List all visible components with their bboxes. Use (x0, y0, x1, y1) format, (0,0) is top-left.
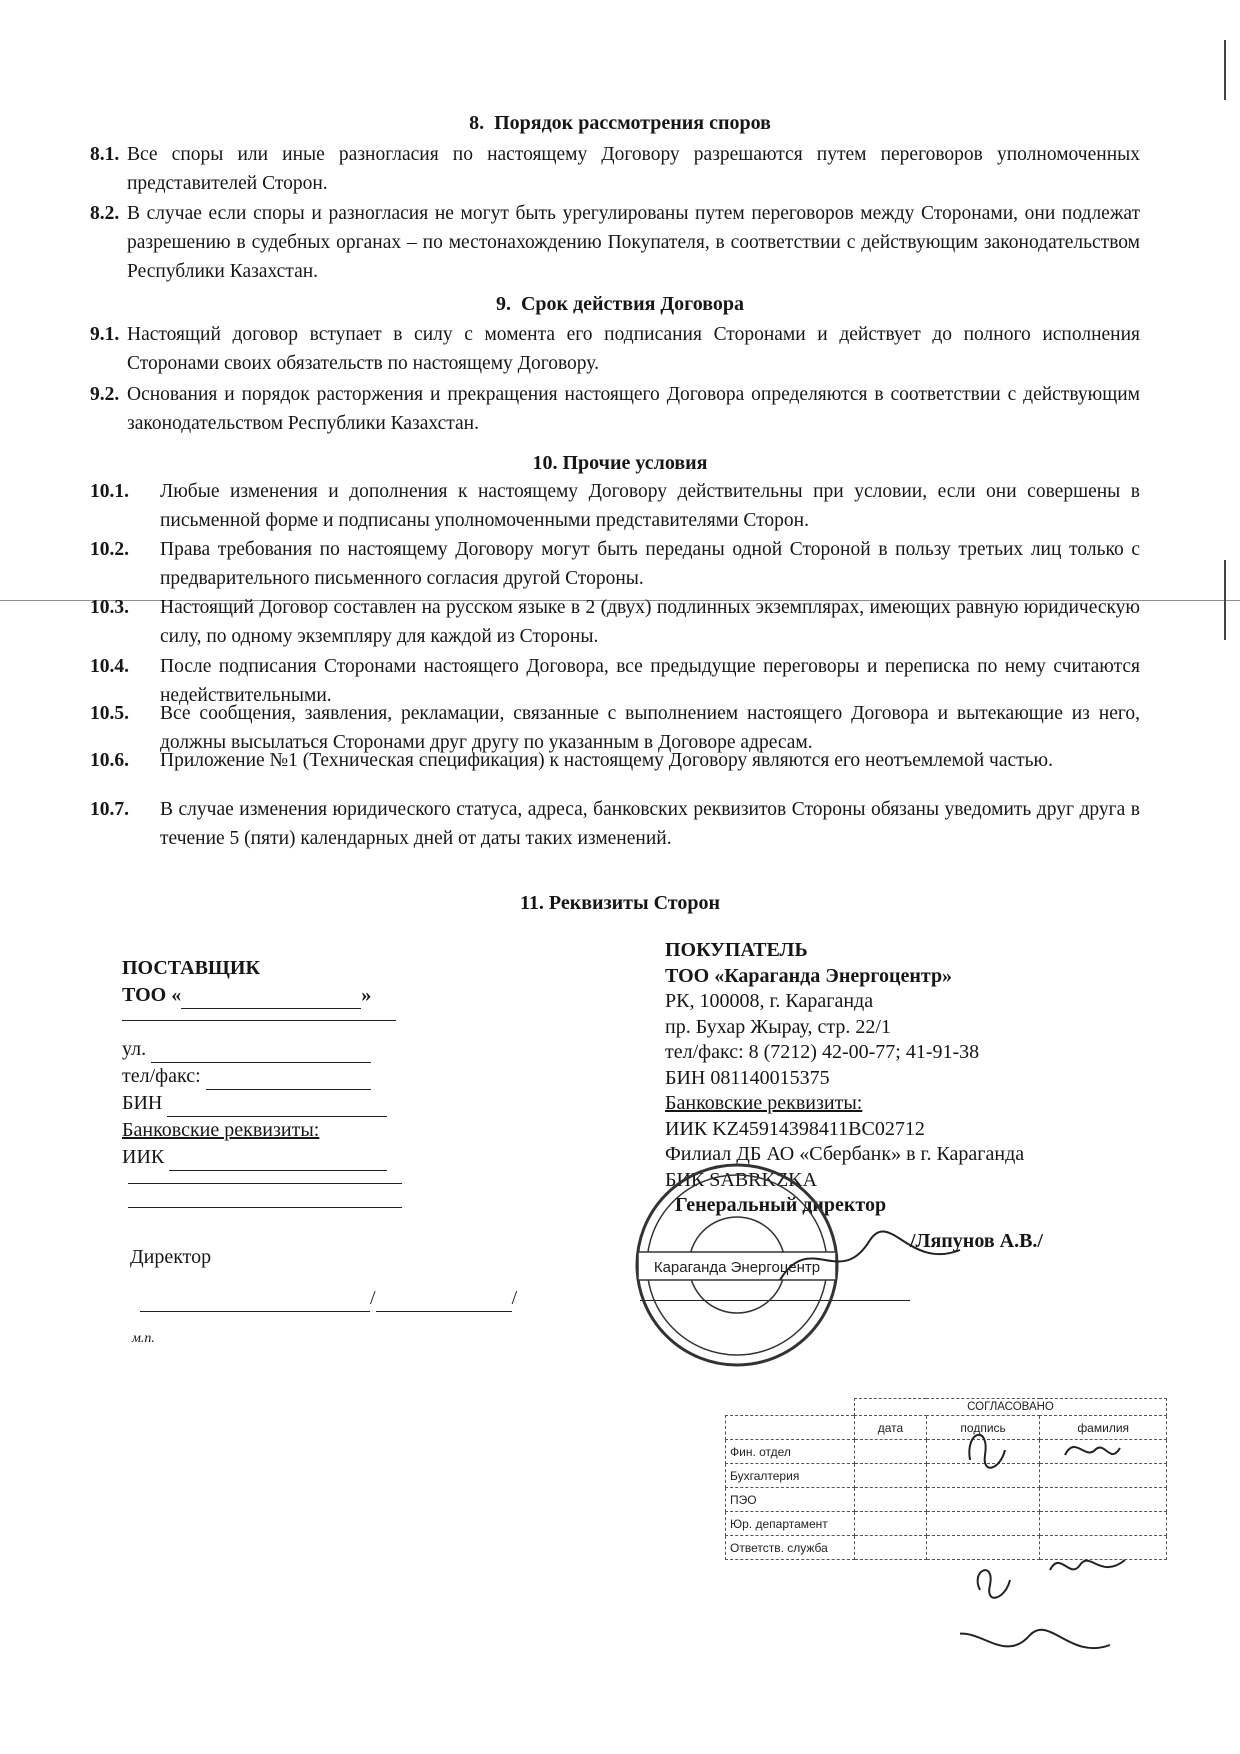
buyer-bank-heading: Банковские реквизиты: (665, 1092, 863, 1114)
clause-text: В случае если споры и разногласия не могут быть урегулированы путем переговоров между Сторонами, они подлежат разрешению в судебных органах – по местонахождению Покупателя, в соответствии с действующим законодательством Республики Казахстан. (127, 203, 1140, 282)
buyer-street: пр. Бухар Жырау, стр. 22/1 (665, 1015, 891, 1038)
clause-9-1 (90, 320, 1140, 378)
blank-line (128, 1183, 402, 1184)
supplier-requisites (122, 955, 422, 1171)
handwritten-signatures (960, 1420, 1160, 1680)
approval-row-label: ПЭО (726, 1488, 855, 1512)
clause-10-3 (90, 593, 1140, 651)
buyer-bin: БИН 081140015375 (665, 1066, 830, 1089)
supplier-iik: ИИК (122, 1144, 422, 1171)
clause-number: 10.5. (90, 703, 129, 724)
scan-edge-mark (1224, 40, 1226, 100)
supplier-name: ТОО « » (122, 982, 422, 1009)
seal-company-text: Караганда Энергоцентр (653, 1259, 821, 1276)
clause-text: Права требования по настоящему Договору могут быть переданы одной Стороной в пользу третьих лиц только с предварительного письменного согласия другой Стороны. (160, 539, 1140, 589)
scan-edge-mark (1224, 560, 1226, 640)
section-9-title: 9. Срок действия Договора (495, 293, 745, 315)
clause-text: Настоящий Договор составлен на русском языке в 2 (двух) подлинных экземплярах, имеющих равную юридическую силу, по одному экземпляру для каждой из Стороны. (160, 597, 1140, 647)
clause-number: 10.4. (90, 656, 129, 677)
director-signature (770, 1190, 970, 1310)
supplier-role: ПОСТАВЩИК (122, 957, 260, 979)
section-10-title: 10. Прочие условия (532, 452, 708, 474)
supplier-phone: тел/факс: (122, 1063, 422, 1090)
approval-title: СОГЛАСОВАНО (855, 1399, 1167, 1416)
clause-number: 9.1. (90, 324, 120, 345)
blank-line (122, 1020, 396, 1021)
approval-row-label: Фин. отдел (726, 1440, 855, 1464)
approval-col-surname: фамилия (1040, 1416, 1167, 1440)
buyer-director-label: Генеральный директор (675, 1194, 887, 1216)
clause-text: Основания и порядок расторжения и прекращения настоящего Договора определяются в соответствии с действующим законодательством Республики Казахстан. (127, 384, 1140, 434)
supplier-bin: БИН (122, 1090, 422, 1117)
clause-10-1 (90, 477, 1140, 535)
clause-number: 10.1. (90, 481, 129, 502)
clause-8-1 (90, 140, 1140, 198)
clause-number: 9.2. (90, 384, 120, 405)
supplier-street: ул. (122, 1036, 422, 1063)
buyer-iik: ИИК KZ45914398411BC02712 (665, 1117, 925, 1140)
clause-text: Все споры или иные разногласия по настоящему Договору разрешаются путем переговоров уполномоченных представителей Сторон. (127, 144, 1140, 194)
supplier-director-label: Директор (130, 1246, 212, 1268)
blank-line (128, 1207, 402, 1208)
section-8-title: 8. Порядок рассмотрения споров (469, 112, 771, 134)
clause-number: 8.1. (90, 144, 120, 165)
clause-number: 10.3. (90, 597, 129, 618)
clause-text: Приложение №1 (Техническая спецификация) к настоящему Договору являются его неотъемлемой частью. (160, 750, 1053, 771)
supplier-seal-place: м.п. (132, 1331, 155, 1346)
approval-col-signature: подпись (926, 1416, 1039, 1440)
approval-row-label: Ответств. служба (726, 1536, 855, 1560)
clause-10-7 (90, 795, 1140, 853)
clause-10-2 (90, 535, 1140, 593)
clause-8-2 (90, 199, 1140, 286)
buyer-phone: тел/факс: 8 (7212) 42-00-77; 41-91-38 (665, 1041, 980, 1063)
clause-text: После подписания Сторонами настоящего Договора, все предыдущие переговоры и переписка по нему считаются недействительными. (160, 656, 1140, 706)
clause-number: 10.6. (90, 750, 129, 771)
clause-number: 8.2. (90, 203, 120, 224)
section-11-title: 11. Реквизиты Сторон (520, 892, 720, 914)
clause-number: 10.2. (90, 539, 129, 560)
buyer-name: ТОО «Караганда Энергоцентр» (665, 964, 953, 987)
clause-number: 10.7. (90, 799, 129, 820)
clause-text: В случае изменения юридического статуса, адреса, банковских реквизитов Стороны обязаны уведомить друг друга в течение 5 (пяти) календарных дней от даты таких изменений. (160, 799, 1140, 849)
approval-row-label: Бухгалтерия (726, 1464, 855, 1488)
clause-text: Настоящий договор вступает в силу с момента его подписания Сторонами и действует до полного исполнения Сторонами своих обязательств по настоящему Договору. (127, 324, 1140, 374)
buyer-bank: Филиал ДБ АО «Сбербанк» в г. Караганда (665, 1143, 1025, 1165)
approval-row-label: Юр. департамент (726, 1512, 855, 1536)
clause-text: Любые изменения и дополнения к настоящему Договору действительны при условии, если они совершены в письменной форме и подписаны уполномоченными представителями Сторон. (160, 481, 1140, 531)
buyer-bik: БИК SABRKZKA (665, 1168, 818, 1191)
buyer-city: РК, 100008, г. Караганда (665, 990, 874, 1012)
clause-9-2 (90, 380, 1140, 438)
supplier-bank-heading: Банковские реквизиты: (122, 1119, 320, 1141)
buyer-role: ПОКУПАТЕЛЬ (665, 939, 808, 961)
buyer-director-name: /Ляпунов А.В./ (910, 1229, 1043, 1252)
clause-text: Все сообщения, заявления, рекламации, связанные с выполнением настоящего Договора и вытекающие из него, должны высылаться Сторонами друг другу по указанным в Договоре адресам. (160, 703, 1140, 753)
approval-col-date: дата (855, 1416, 927, 1440)
supplier-signature-line: / / (140, 1285, 517, 1312)
clause-10-6 (90, 746, 1140, 775)
